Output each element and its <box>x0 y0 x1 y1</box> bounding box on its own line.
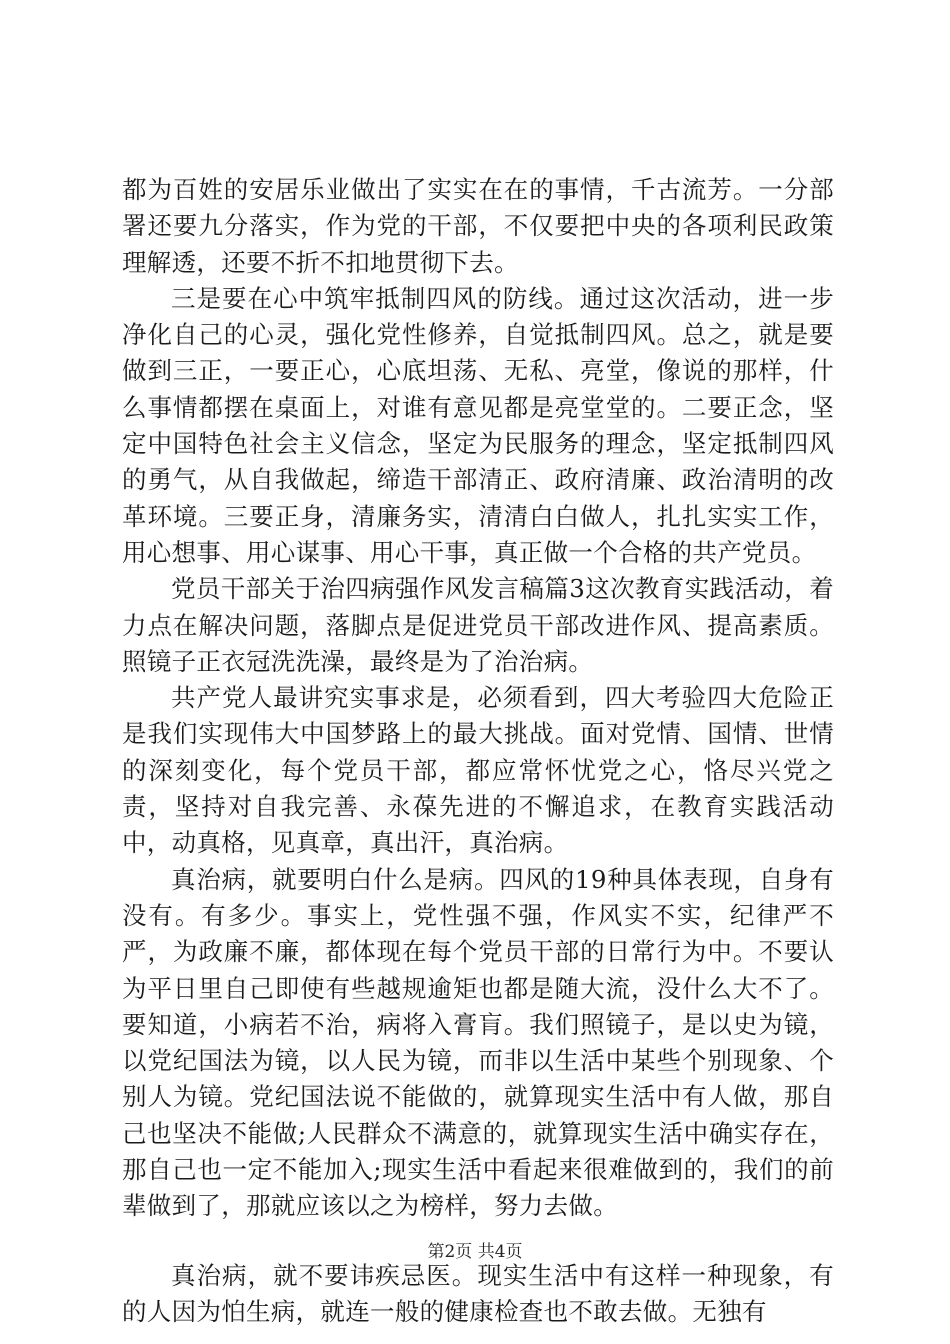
paragraph-4: 共产党人最讲究实事求是，必须看到，四大考验四大危险正是我们实现伟大中国梦路上的最大挑战。面对党情、国情、世情的深刻变化，每个党员干部，都应常怀忧党之心，恪尽兴党之责，坚持对自我完善、永葆先进的不懈追求，在教育实践活动中，动真格，见真章，真出汗，真治病。 <box>122 683 834 858</box>
paragraph-2: 三是要在心中筑牢抵制四风的防线。通过这次活动，进一步净化自己的心灵，强化党性修养，自觉抵制四风。总之，就是要做到三正，一要正心，心底坦荡、无私、亮堂，像说的那样，什么事情都摆在桌面上，对谁有意见都是亮堂堂的。二要正念，坚定中国特色社会主义信念，坚定为民服务的理念，坚定抵制四风的勇气，从自我做起，缔造干部清正、政府清廉、政治清明的改革环境。三要正身，清廉务实，清清白白做人，扎扎实实工作，用心想事、用心谋事、用心干事，真正做一个合格的共产党员。 <box>122 283 834 567</box>
page-number-footer: 第2页 共4页 <box>427 1242 523 1262</box>
paragraph-1: 都为百姓的安居乐业做出了实实在在的事情，千古流芳。一分部署还要九分落实，作为党的干部，不仅要把中央的各项利民政策理解透，还要不折不扣地贯彻下去。 <box>122 175 834 277</box>
paragraph-5: 真治病，就要明白什么是病。四风的19种具体表现，自身有没有。有多少。事实上，党性强不强，作风实不实，纪律严不严，为政廉不廉，都体现在每个党员干部的日常行为中。不要认为平日里自己即使有些越规逾矩也都是随大流，没什么大不了。要知道，小病若不治，病将入膏肓。我们照镜子，是以史为镜，以党纪国法为镜，以人民为镜，而非以生活中某些个别现象、个别人为镜。党纪国法说不能做的，就算现实生活中有人做，那自己也坚决不能做;人民群众不满意的，就算现实生活中确实存在，那自己也一定不能加入;现实生活中看起来很难做到的，我们的前辈做到了，那就应该以之为榜样，努力去做。 <box>122 864 834 1221</box>
paragraph-3: 党员干部关于治四病强作风发言稿篇3这次教育实践活动，着力点在解决问题，落脚点是促进党员干部改进作风、提高素质。照镜子正衣冠洗洗澡，最终是为了治治病。 <box>122 574 834 676</box>
paragraph-6: 真治病，就不要讳疾忌医。现实生活中有这样一种现象，有的人因为怕生病，就连一般的健康检查也不敢去做。无独有 <box>122 1260 834 1326</box>
document-body <box>122 172 834 1330</box>
